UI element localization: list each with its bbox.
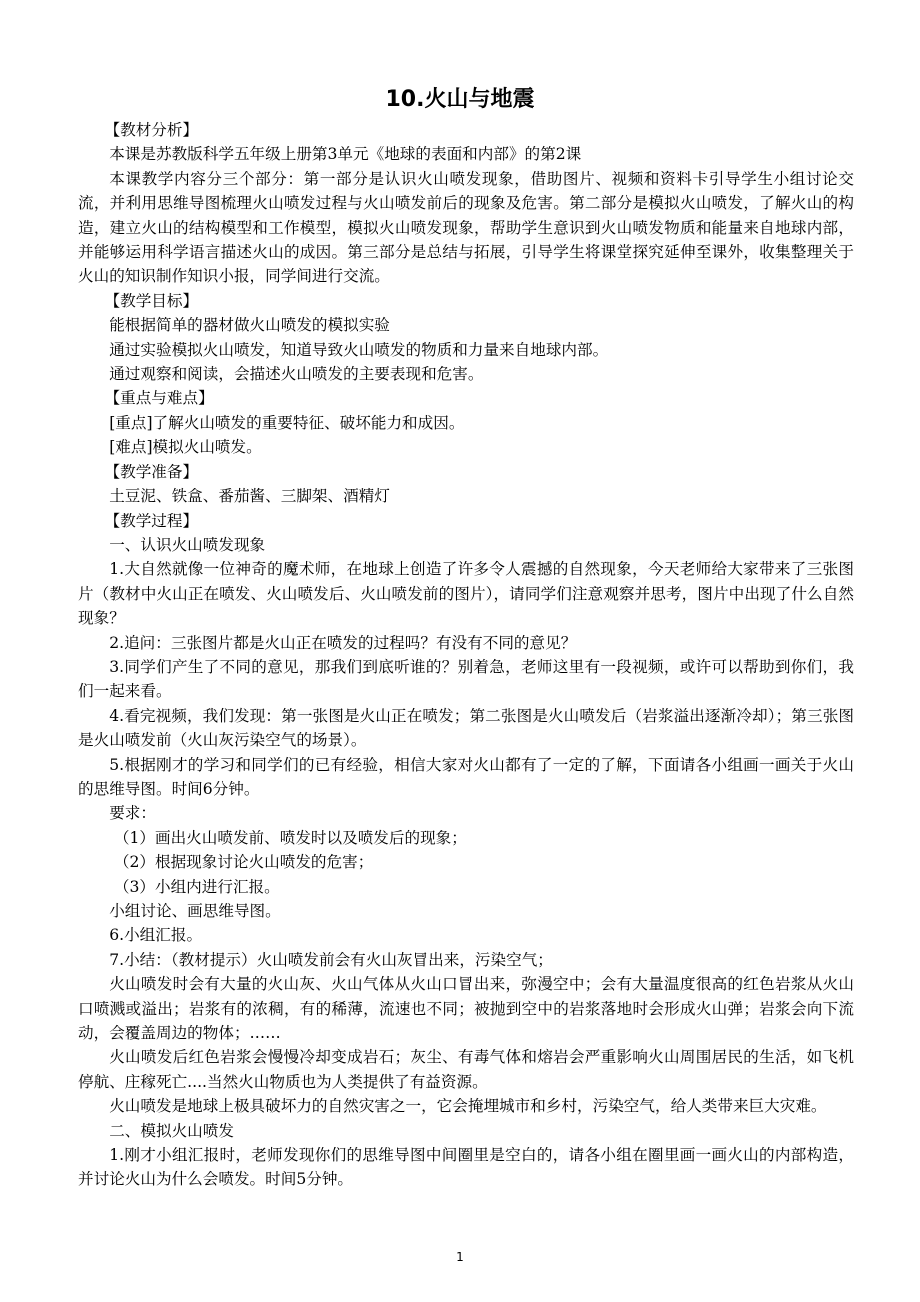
paragraph: 1.刚才小组汇报时，老师发现你们的思维导图中间圈里是空白的，请各小组在圈里画一画火山的内部构造，并讨论火山为什么会喷发。时间5分钟。 <box>78 1146 854 1189</box>
paragraph: 通过观察和阅读，会描述火山喷发的主要表现和危害。 <box>109 365 484 384</box>
paragraph: 火山喷发是地球上极具破坏力的自然灾害之一，它会掩埋城市和乡村，污染空气，给人类带来巨大灾难。 <box>109 1097 827 1116</box>
page-number: 1 <box>456 1250 464 1264</box>
paragraph: 要求： <box>109 804 156 823</box>
page-title: 10.火山与地震 <box>385 87 535 112</box>
paragraph: 本课教学内容分三个部分：第一部分是认识火山喷发现象，借助图片、视频和资料卡引导学生小组讨论交流，并利用思维导图梳理火山喷发过程与火山喷发前后的现象及危害。第二部分是模拟火山喷发，了解火山的构造，建立火山的结构模型和工作模型，模拟火山喷发现象，帮助学生意识到火山喷发物质和能量来自地球内部，并能够运用科学语言描述火山的成因。第三部分是总结与拓展，引导学生将课堂探究延伸至课外，收集整理关于火山的知识制作知识小报，同学间进行交流。 <box>78 169 854 286</box>
document-body <box>78 118 854 1192</box>
paragraph: （2）根据现象讨论火山喷发的危害； <box>113 853 374 872</box>
paragraph: 6.小组汇报。 <box>109 926 203 945</box>
paragraph: 小组讨论、画思维导图。 <box>109 902 281 920</box>
paragraph: 1.大自然就像一位神奇的魔术师，在地球上创造了许多令人震撼的自然现象，今天老师给大家带来了三张图片（教材中火山正在喷发、火山喷发后、火山喷发前的图片），请同学们注意观察并思考，图片中出现了什么自然现象？ <box>78 560 854 628</box>
paragraph: 5.根据刚才的学习和同学们的已有经验，相信大家对火山都有了一定的了解，下面请各小组画一画关于火山的思维导图。时间6分钟。 <box>78 755 854 798</box>
paragraph: 土豆泥、铁盒、番茄酱、三脚架、酒精灯 <box>109 487 390 506</box>
paragraph: （1）画出火山喷发前、喷发时以及喷发后的现象； <box>113 828 467 847</box>
section-heading: 【教学过程】 <box>104 511 199 530</box>
section-heading: 【重点与难点】 <box>104 389 214 408</box>
section-heading: 【教学准备】 <box>104 462 199 481</box>
paragraph: [重点]了解火山喷发的重要特征、破坏能力和成因。 <box>109 413 465 432</box>
paragraph: 3.同学们产生了不同的意见，那我们到底听谁的？别着急，老师这里有一段视频，或许可以帮助到你们，我们一起来看。 <box>78 657 854 701</box>
paragraph: 火山喷发后红色岩浆会慢慢冷却变成岩石；灰尘、有毒气体和熔岩会严重影响火山周围居民的生活，如飞机停航、庄稼死亡....当然火山物质也为人类提供了有益资源。 <box>78 1048 854 1091</box>
paragraph: 一、认识火山喷发现象 <box>109 535 266 554</box>
paragraph: 2.追问：三张图片都是火山正在喷发的过程吗？有没有不同的意见？ <box>109 633 577 652</box>
section-heading: 【教材分析】 <box>104 121 199 139</box>
paragraph: 7.小结：（教材提示）火山喷发前会有火山灰冒出来，污染空气； <box>109 950 553 969</box>
paragraph: [难点]模拟火山喷发。 <box>109 438 262 457</box>
paragraph: 二、模拟火山喷发 <box>109 1121 234 1140</box>
paragraph: 能根据简单的器材做火山喷发的模拟实验 <box>109 316 390 335</box>
paragraph: （3）小组内进行汇报。 <box>113 877 280 896</box>
paragraph: 火山喷发时会有大量的火山灰、火山气体从火山口冒出来，弥漫空中；会有大量温度很高的红色岩浆从火山口喷溅或溢出；岩浆有的浓稠，有的稀薄，流速也不同；被抛到空中的岩浆落地时会形成火山弹；岩浆会向下流动，会覆盖周边的物体；…… <box>78 975 854 1043</box>
section-heading: 【教学目标】 <box>104 291 199 310</box>
paragraph: 通过实验模拟火山喷发，知道导致火山喷发的物质和力量来自地球内部。 <box>109 340 609 359</box>
paragraph: 本课是苏教版科学五年级上册第3单元《地球的表面和内部》的第2课 <box>109 145 582 164</box>
paragraph: 4.看完视频，我们发现：第一张图是火山正在喷发；第二张图是火山喷发后（岩浆溢出逐渐冷却）；第三张图是火山喷发前（火山灰污染空气的场景）。 <box>78 706 854 750</box>
